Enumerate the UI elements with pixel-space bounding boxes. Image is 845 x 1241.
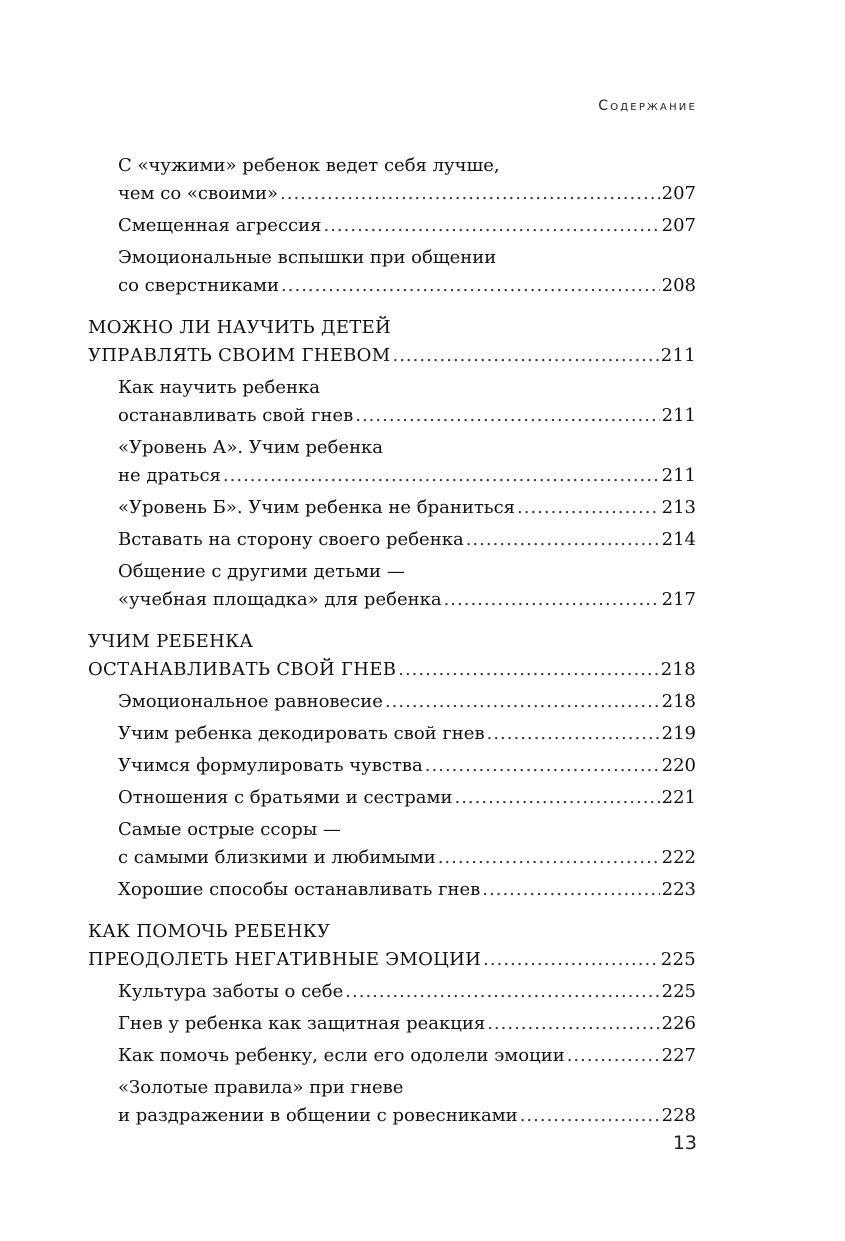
toc-section-entry	[118, 374, 696, 430]
toc-section-entry	[118, 688, 696, 716]
dot-leader	[438, 844, 660, 872]
dot-leader	[323, 212, 659, 240]
dot-leader	[482, 876, 659, 904]
toc-chapter-entry	[88, 918, 696, 974]
toc-entry-row	[118, 180, 696, 208]
dot-leader	[425, 752, 660, 780]
toc-entry-title-line: Учим ребенка декодировать свой гнев	[118, 723, 485, 744]
toc-page-number: 225	[660, 949, 696, 970]
toc-entry-title-line: и раздражении в общении с ровесниками	[118, 1105, 518, 1126]
toc-chapter-entry	[88, 628, 696, 684]
toc-section-entry	[118, 784, 696, 812]
dot-leader	[444, 586, 660, 614]
dot-leader	[520, 1102, 660, 1130]
toc-entry-title-line: Культура заботы о себе	[118, 981, 344, 1002]
table-of-contents	[88, 152, 696, 1134]
toc-entry-title-line: «Уровень Б». Учим ребенка не браниться	[118, 497, 516, 518]
toc-entry-row	[118, 494, 696, 522]
toc-entry-title-line: МОЖНО ЛИ НАУЧИТЬ ДЕТЕЙ	[88, 317, 392, 338]
toc-entry-row	[118, 586, 696, 614]
toc-section-entry	[118, 1074, 696, 1130]
toc-section-entry	[118, 720, 696, 748]
toc-section-entry	[118, 212, 696, 240]
toc-entry-row	[88, 946, 696, 974]
toc-page-number: 225	[661, 981, 696, 1002]
toc-page-number: 207	[661, 183, 696, 204]
toc-entry-title-line: Общение с другими детьми —	[118, 561, 405, 582]
toc-entry-title-line: не драться	[118, 465, 221, 486]
toc-entry-row	[118, 784, 696, 812]
toc-entry-row	[118, 720, 696, 748]
toc-page-number: 211	[661, 465, 696, 486]
dot-leader	[345, 978, 659, 1006]
toc-chapter-entry	[88, 314, 696, 370]
running-head: Содержание	[598, 98, 697, 114]
dot-leader	[223, 462, 660, 490]
toc-page-number: 222	[661, 847, 696, 868]
toc-entry-row	[118, 1010, 696, 1038]
toc-entry-title-line: УПРАВЛЯТЬ СВОИМ ГНЕВОМ	[88, 345, 391, 366]
toc-section-entry	[118, 978, 696, 1006]
toc-entry-title-line: «учебная площадка» для ребенка	[118, 589, 442, 610]
toc-page-number: 207	[661, 215, 696, 236]
toc-entry-row	[88, 342, 696, 370]
dot-leader	[392, 342, 658, 370]
toc-section-entry	[118, 434, 696, 490]
toc-section-entry	[118, 244, 696, 300]
toc-entry-title-line: ПРЕОДОЛЕТЬ НЕГАТИВНЫЕ ЭМОЦИИ	[88, 949, 482, 970]
toc-section-entry	[118, 752, 696, 780]
toc-page-number: 221	[661, 787, 696, 808]
toc-entry-title-line: Гнев у ребенка как защитная реакция	[118, 1013, 486, 1034]
toc-entry-title-line: Самые острые ссоры —	[118, 819, 341, 840]
toc-page-number: 218	[660, 659, 696, 680]
toc-entry-title-line: чем со «своими»	[118, 183, 278, 204]
toc-page-number: 223	[661, 879, 696, 900]
toc-entry-title-line: УЧИМ РЕБЕНКА	[88, 631, 254, 652]
toc-entry-row	[118, 844, 696, 872]
toc-entry-title-line: Как научить ребенка	[118, 377, 320, 398]
toc-entry-row	[118, 212, 696, 240]
toc-entry-title-line: ОСТАНАВЛИВАТЬ СВОЙ ГНЕВ	[88, 659, 397, 680]
dot-leader	[355, 402, 659, 430]
toc-section-entry	[118, 494, 696, 522]
toc-entry-title-line: КАК ПОМОЧЬ РЕБЕНКУ	[88, 921, 331, 942]
dot-leader	[487, 1010, 659, 1038]
toc-entry-row	[118, 526, 696, 554]
toc-entry-title-line: Учимся формулировать чувства	[118, 755, 423, 776]
toc-page-number: 211	[660, 345, 696, 366]
toc-page-number: 218	[661, 691, 696, 712]
toc-section-entry	[118, 1010, 696, 1038]
dot-leader	[567, 1042, 660, 1070]
dot-leader	[487, 720, 660, 748]
toc-entry-title-line: Смещенная агрессия	[118, 215, 322, 236]
toc-page-number: 220	[661, 755, 696, 776]
toc-page-number: 208	[661, 275, 696, 296]
dot-leader	[281, 272, 660, 300]
toc-page-number: 226	[661, 1013, 696, 1034]
toc-section-entry	[118, 526, 696, 554]
toc-page-number: 228	[661, 1105, 696, 1126]
toc-page-number: 213	[661, 497, 696, 518]
toc-section-entry	[118, 816, 696, 872]
toc-entry-title-line: со сверстниками	[118, 275, 280, 296]
dot-leader	[483, 946, 659, 974]
toc-entry-row	[118, 978, 696, 1006]
toc-entry-title-line: с самыми близкими и любимыми	[118, 847, 436, 868]
toc-page-number: 219	[661, 723, 696, 744]
toc-entry-row	[118, 1042, 696, 1070]
toc-entry-row	[118, 1102, 696, 1130]
toc-entry-row	[118, 876, 696, 904]
toc-entry-row	[118, 462, 696, 490]
toc-entry-title-line: «Уровень А». Учим ребенка	[118, 437, 384, 458]
toc-page-number: 214	[661, 529, 696, 550]
toc-page-number: 217	[661, 589, 696, 610]
toc-entry-title-line: Вставать на сторону своего ребенка	[118, 529, 464, 550]
dot-leader	[517, 494, 660, 522]
dot-leader	[454, 784, 659, 812]
toc-entry-title-line: Эмоциональное равновесие	[118, 691, 383, 712]
toc-page-number: 227	[661, 1045, 696, 1066]
toc-entry-row	[118, 402, 696, 430]
toc-entry-title-line: Хорошие способы останавливать гнев	[118, 879, 481, 900]
toc-entry-title-line: «Золотые правила» при гневе	[118, 1077, 404, 1098]
toc-entry-title-line: останавливать свой гнев	[118, 405, 354, 426]
toc-entry-row	[118, 688, 696, 716]
dot-leader	[280, 180, 660, 208]
toc-entry-row	[118, 272, 696, 300]
page-number: 13	[672, 1132, 697, 1154]
dot-leader	[398, 656, 659, 684]
toc-entry-title-line: С «чужими» ребенок ведет себя лучше,	[118, 155, 500, 176]
toc-section-entry	[118, 876, 696, 904]
dot-leader	[466, 526, 660, 554]
toc-entry-row	[88, 656, 696, 684]
toc-section-entry	[118, 1042, 696, 1070]
toc-entry-title-line: Отношения с братьями и сестрами	[118, 787, 453, 808]
toc-entry-title-line: Эмоциональные вспышки при общении	[118, 247, 497, 268]
toc-entry-row	[118, 752, 696, 780]
toc-entry-title-line: Как помочь ребенку, если его одолели эмоции	[118, 1045, 565, 1066]
toc-section-entry	[118, 558, 696, 614]
toc-page-number: 211	[661, 405, 696, 426]
toc-section-entry	[118, 152, 696, 208]
dot-leader	[385, 688, 660, 716]
